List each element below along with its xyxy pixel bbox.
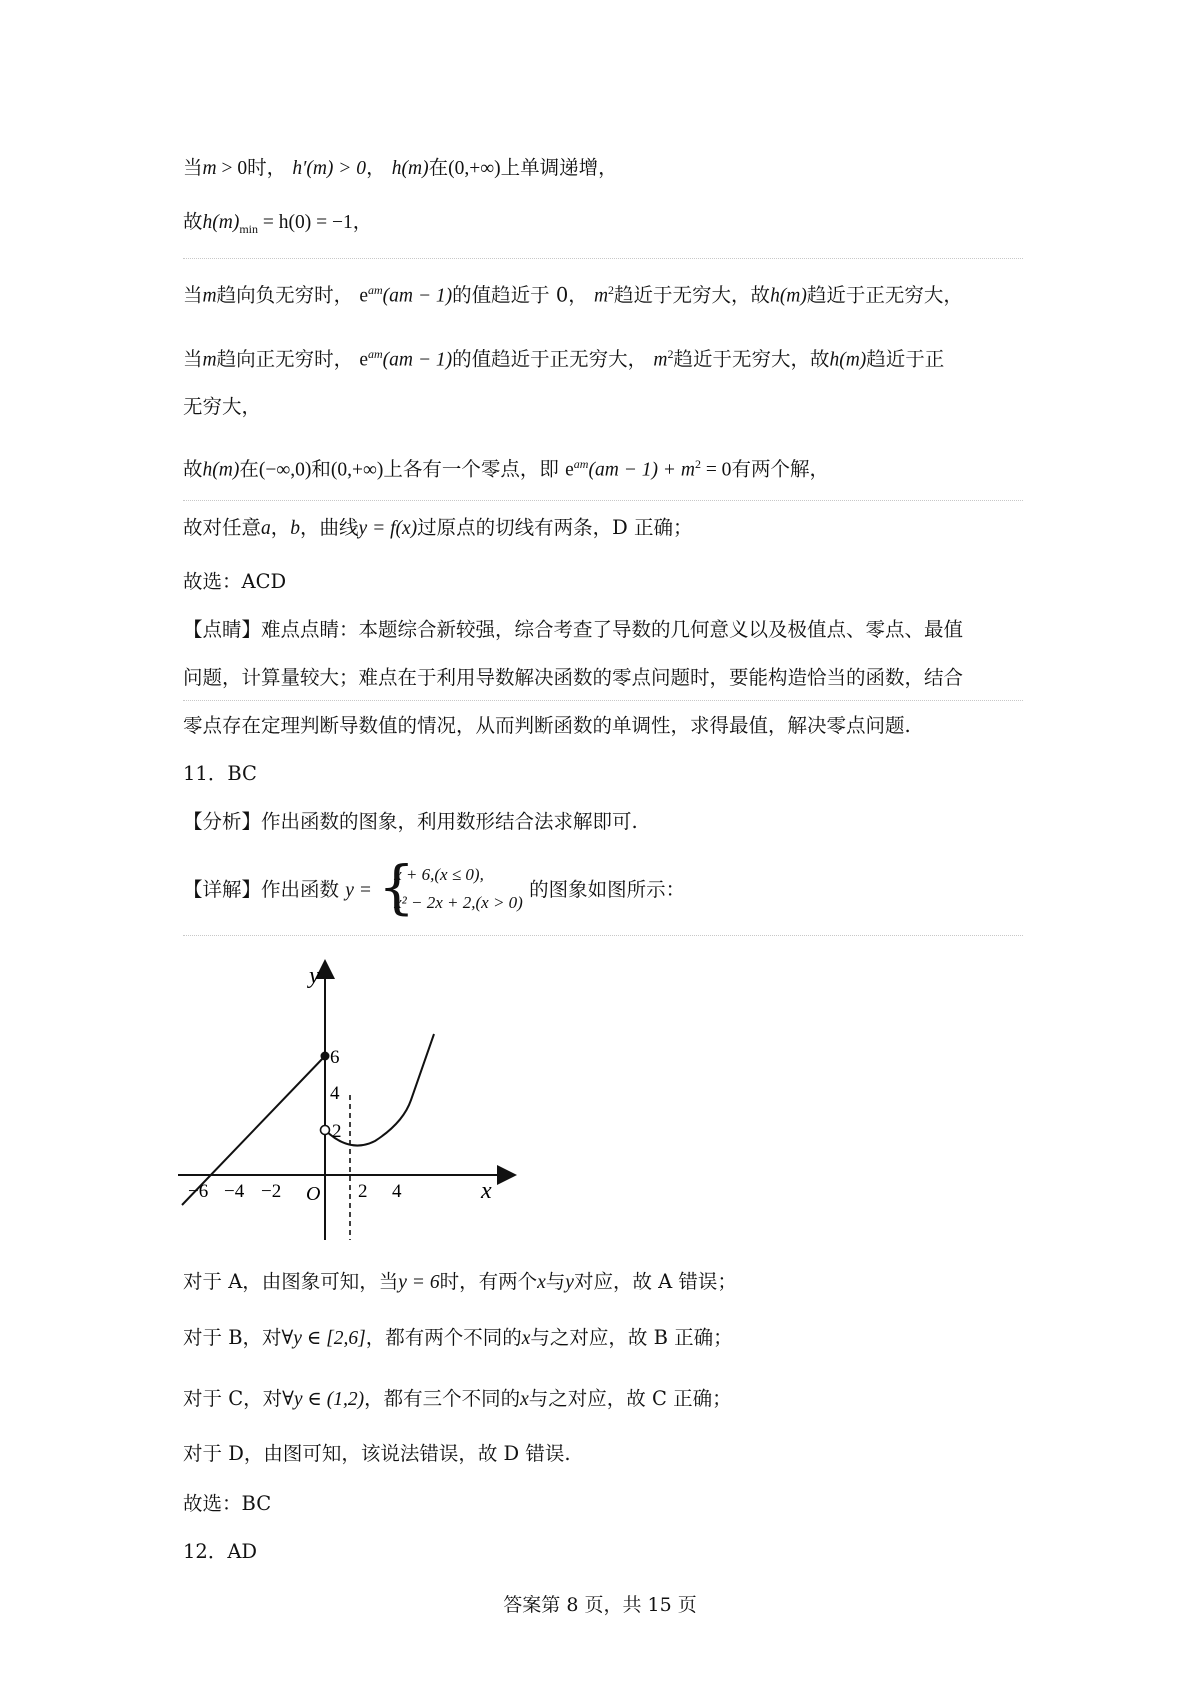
text-line: 故对任意a，b，曲线y = f(x)过原点的切线有两条，D 正确；: [183, 516, 693, 539]
text-line: 故选：ACD: [183, 570, 287, 593]
question-number: 12．AD: [183, 1540, 258, 1563]
text-line: 对于 D，由图可知，该说法错误，故 D 错误.: [183, 1442, 571, 1465]
text-line: 对于 A，由图象可知，当y = 6时，有两个x与y对应，故 A 错误；: [183, 1270, 737, 1293]
dotted-divider: [183, 935, 1023, 936]
question-number: 11．BC: [183, 762, 257, 785]
text-line: 当m趋向正无穷时， $e^{am}(am - 1)$的值趋近于正无穷大， $m^2$趋近于无穷大，故h(m)趋近于正: [183, 347, 945, 371]
x-tick-label: −2: [261, 1181, 282, 1202]
y-tick-label: 4: [330, 1083, 340, 1104]
text-line: 无穷大，: [183, 395, 262, 418]
text-line: 当m > 0时， h′(m) > 0， h(m)在(0,+∞)上单调递增，: [183, 156, 618, 179]
dotted-divider: [183, 500, 1023, 501]
text-line: 对于 B，对∀y ∈ [2,6]，都有两个不同的x与之对应，故 B 正确；: [183, 1326, 733, 1349]
text-line: 对于 C，对∀y ∈ (1,2)，都有三个不同的x与之对应，故 C 正确；: [183, 1387, 732, 1410]
piecewise-definition: 【详解】作出函数 y = { x + 6,(x ≤ 0), x² − 2x + 2,(x > 0) 的图象如图所示：: [183, 852, 686, 921]
function-graph: [178, 955, 538, 1240]
text-line: 故h(m)在(−∞,0)和(0,+∞)上各有一个零点，即 $e^{am}(am - 1) + m^2 = 0$有两个解，: [183, 457, 829, 481]
text-line: 【分析】作出函数的图象，利用数形结合法求解即可.: [183, 810, 638, 833]
y-axis-label: y: [309, 963, 320, 989]
x-tick-label: −4: [224, 1181, 245, 1202]
page-footer: 答案第 8 页，共 15 页: [503, 1594, 697, 1616]
open-point: [321, 1126, 330, 1135]
x-tick-label: −6: [188, 1181, 209, 1202]
x-tick-label: 2: [358, 1181, 368, 1202]
dotted-divider: [183, 258, 1023, 259]
text-line: 【点睛】难点点睛：本题综合新较强，综合考查了导数的几何意义以及极值点、零点、最值: [183, 618, 964, 641]
text-line: 故选：BC: [183, 1492, 272, 1515]
y-tick-label: 2: [332, 1121, 342, 1142]
text-line: 故$h(m)_{min} = h(0) = -1$，: [183, 210, 373, 236]
dotted-divider: [183, 700, 1023, 701]
origin-label: O: [306, 1183, 321, 1205]
solid-point: [321, 1052, 330, 1061]
y-tick-label: 6: [330, 1047, 340, 1068]
text-line: 问题，计算量较大；难点在于利用导数解决函数的零点问题时，要能构造恰当的函数，结合: [183, 666, 964, 689]
text-line: 当m趋向负无穷时， $e^{am}(am - 1)$的值趋近于 0， $m^2$趋近于无穷大，故h(m)趋近于正无穷大，: [183, 283, 963, 307]
text-line: 零点存在定理判断导数值的情况，从而判断函数的单调性，求得最值，解决零点问题.: [183, 714, 911, 737]
piecewise-brace: { x + 6,(x ≤ 0), x² − 2x + 2,(x > 0): [378, 852, 523, 921]
x-tick-label: 4: [392, 1181, 402, 1202]
x-axis-label: x: [481, 1178, 492, 1204]
